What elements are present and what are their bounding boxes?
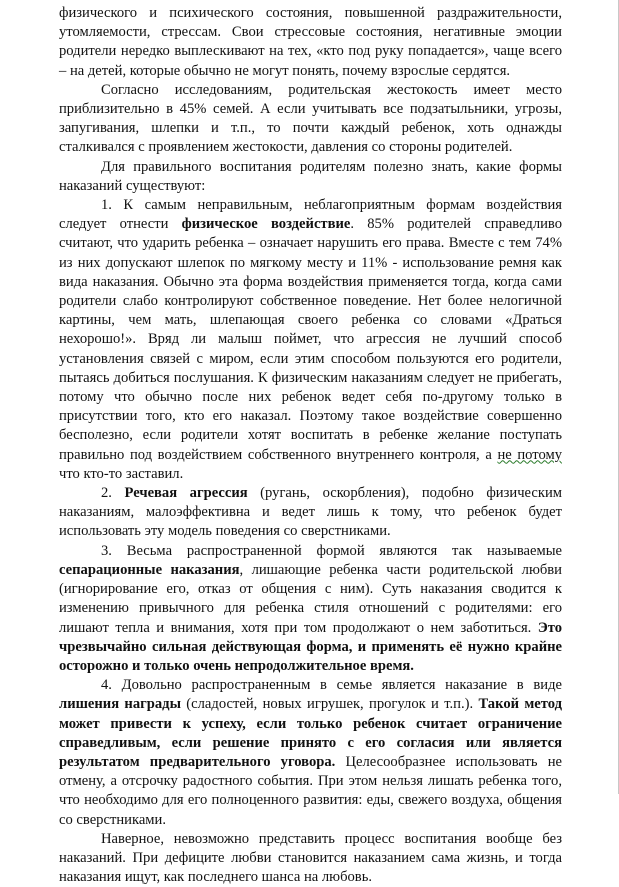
list-item-verbal	[59, 484, 562, 542]
item2-bold-term: Речевая агрессия	[124, 485, 248, 502]
item3-bold-term: сепарационные наказания	[59, 561, 240, 578]
list-item-physical	[59, 196, 562, 484]
item1-text-b: . 85% родителей справедливо считают, что ударить ребенка – означает нарушить его права. Вместе с тем 74% из них допускают шлепок по мягкому месту и 11% - использование ремня как вида наказания. Обычно эта форма воздействия применяется тогда, когда сами родители слабо контролируют собственное поведение. Нет более нелогичной картины, чем мать, шлепающая своего ребенка со словами «Драться нехорошо!». Вряд ли малыш поймет, что агрессия не лучший способ установления связей с миром, если этим способом пользуются его родители, пытаясь добиться послушания. К физическим наказаниям следует не прибегать, потому что обычно после них ребенок ведет себя по-другому только в присутствии того, кто его наказал. Поэтому такое воздействие совершенно бесполезно, если родители хотят воспитать в ребенке желание поступать правильно под воздействием собственного внутреннего контроля, а	[59, 216, 562, 463]
item1-text-a: 1. К самым неправильным, неблагоприятным формам воздействия следует отнести	[59, 197, 562, 233]
paragraph-conclusion: Наверное, невозможно представить процесс воспитания вообще без наказаний. При дефиците любви становится наказанием сама жизнь, и тогда наказания ищут, как последнего шанса на любовь.	[59, 830, 562, 886]
item4-text-a: 4. Довольно распространенным в семье является наказание в виде	[101, 677, 562, 694]
item2-number: 2.	[101, 485, 125, 502]
item4-bold-method: Такой метод может привести к успеху, если только ребенок считает ограничение справедливым, если решение принято с его согласия или является результатом предварительного уговора.	[59, 696, 563, 770]
item3-text-a: 3. Весьма распространенной формой являются так называемые	[101, 542, 562, 559]
item1-bold-term: физическое воздействие	[181, 216, 351, 233]
item4-bold-term: лишения награды	[59, 696, 181, 713]
item2-text: (ругань, оскорбления), подобно физическим наказаниям, малоэффективна и ведет лишь к тому, что ребенок будет использовать эту модель поведения со сверстниками.	[59, 485, 562, 540]
list-item-separation	[59, 542, 562, 676]
item4-text-b: (сладостей, новых игрушек, прогулок и т.п.).	[180, 696, 479, 713]
paragraph-statistics: Согласно исследованиям, родительская жестокость имеет место приблизительно в 45% семей. А если учитывать все подзатыльники, угрозы, запугивания, шлепки и т.п., то почти каждый ребенок, хоть однажды сталкивался с проявлением жестокости, давления со стороны родителей.	[59, 81, 562, 156]
item3-text-b: , лишающие ребенка части родительской любви (игнорирование его, отказ от общения с ним). Суть наказания сводится к изменению привычного для ребенка стиля отношений с родителями: его лишают тепла и внимания, хотя при том продолжают о нем заботиться.	[59, 561, 562, 636]
item3-bold-warning: Это чрезвычайно сильная действующая форма, и применять её нужно крайне осторожно и только очень непродолжительное время.	[59, 619, 562, 674]
item1-spellcheck-underline: не потому	[497, 446, 562, 463]
item1-text-c: что кто-то заставил.	[59, 465, 184, 482]
item4-text-c: Целесообразнее использовать не отмену, а отсрочку радостного события. При этом нельзя лишать ребенка того, что необходимо для его полноценного развития: еды, свежего воздуха, общения со сверстниками.	[59, 753, 563, 828]
paragraph-stress: физического и психического состояния, повышенной раздражительности, утомляемости, стрессам. Свои стрессовые состояния, негативные эмоции родители нередко выплескивают на тех, «кто под руку попадается», чаще всего – на детей, которые обычно не могут понять, почему взрослые сердятся.	[59, 5, 562, 79]
paragraph-intro-list: Для правильного воспитания родителям полезно знать, какие формы наказаний существуют:	[59, 158, 562, 194]
document-page	[59, 4, 562, 887]
list-item-reward	[59, 676, 562, 830]
